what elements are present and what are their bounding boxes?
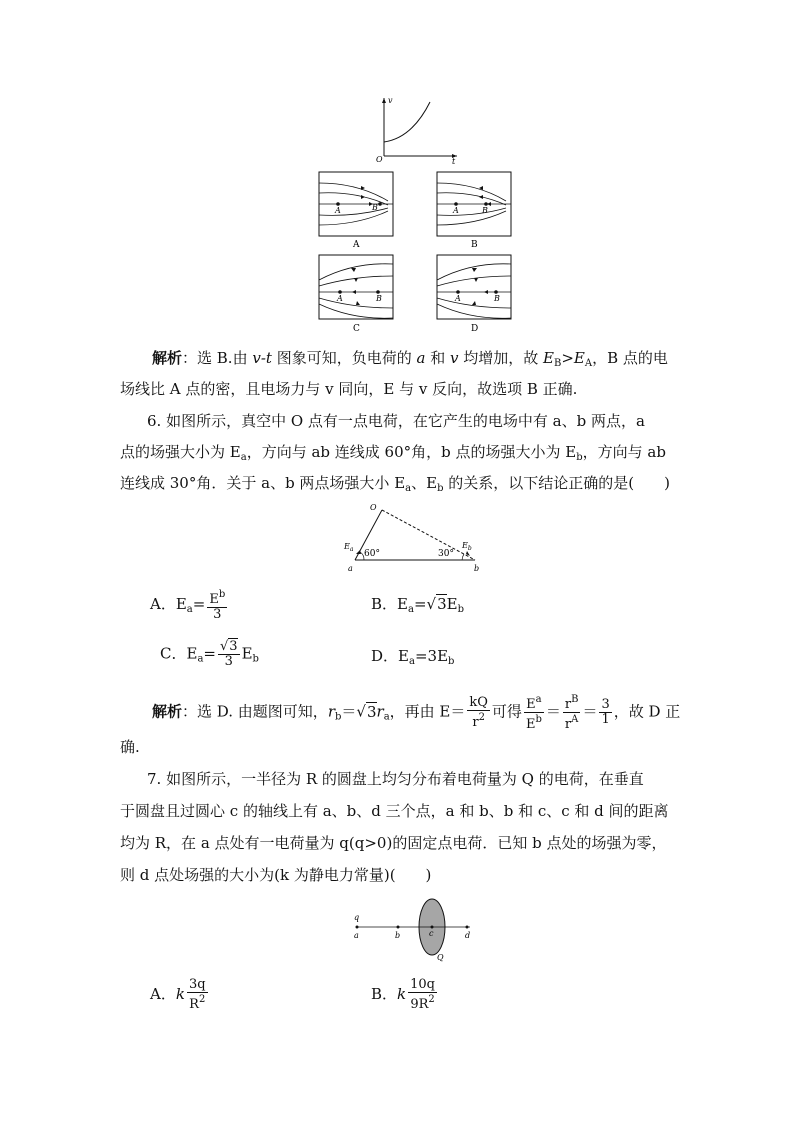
s6-f3-den-sup: A [571,714,579,725]
panel-c-point-a: A [337,294,343,303]
s6-f2-num-sup: a [535,694,542,705]
q6-line3 [120,474,670,498]
q7-line4: 则 d 点处场强的大小为(k 为静电力常量)( ) [120,866,432,884]
q6-opt-a-num: E [209,592,219,607]
s6-a: ：选 D. 由题图可知， [182,702,328,721]
field-panel-c [318,254,394,334]
q6-l2-c: ，方向与 ab [582,443,666,461]
q6-opt-b-sqrt: 3 [437,595,447,613]
q7-opt-a-label: A． [150,985,176,1003]
s5-vt: v-t [252,349,272,367]
field-panel-d [436,254,512,334]
s6-ra-sub: a [383,711,390,723]
s5-ea: >E [561,349,585,367]
q6-l3-c: 的关系，以下结论正确的是( ) [443,474,670,492]
q6-opt-a-den: 3 [213,607,222,622]
q6-l2-sub-b: b [576,452,583,463]
q7-line1: 7. 如图所示，一半径为 R 的圆盘上均匀分布着电荷量为 Q 的电荷，在垂直 [147,770,644,788]
s5-text-a: ：选 B.由 [182,349,253,367]
q7-fig-Q: Q [437,953,444,962]
s5-and: 和 [425,349,450,367]
s5-ea-sub: A [584,358,593,369]
q7-fig-q: q [354,913,360,922]
s6-frac3 [563,693,581,732]
q6-opt-a-frac [207,588,227,622]
q6-opt-d-eq: =3E [414,647,449,665]
q6-opt-d-rest-sub: b [448,656,455,667]
q7-opt-b-frac [408,978,437,1012]
s6-f3-num-sup: B [571,694,579,705]
q6-opt-b-sub: a [407,604,414,615]
s6-eq2: ＝ [545,702,561,721]
q7-fig-b: b [395,931,401,940]
q6-l3-sub-b: b [437,483,444,494]
q6-opt-b-eq: = [413,595,427,613]
field-panel-a [318,171,394,249]
q6-opt-c-label: C．E [160,644,198,663]
panel-d-label: D [471,324,479,334]
solution5-label: 解析 [152,349,183,367]
q7-opt-b-den: 9R [410,997,429,1012]
q7-option-b[interactable] [371,978,439,1012]
q6-opt-a-eq: = [192,595,206,613]
solution5-line2: 场线比 A 点的密，且电场力与 v 同向，E 与 v 反向，故选项 B 正确. [120,380,578,398]
s6-frac1 [467,696,490,730]
s6-f3-den: r [564,717,572,732]
panel-b-point-a: A [453,206,459,215]
q7-fig-c: c [429,929,434,938]
q6-l3-sub-a: a [405,483,412,494]
q6-option-b[interactable]: B．$E_a=√3E_b$ [371,595,464,615]
q6-opt-c-rest-sub: b [252,653,259,665]
q6-fig-o: O [370,503,377,512]
solution5-line1 [152,349,668,373]
s6-mid: ，再由 E＝ [389,702,466,721]
s6-frac4 [599,698,611,727]
q6-opt-a-label: A．E [150,595,187,613]
panel-b-point-b: B [482,206,488,215]
q6-option-c[interactable] [160,640,259,669]
q6-l2-b: ，方向与 ab 连线成 60°角，b 点的场强大小为 E [246,443,577,461]
q6-opt-d-label: D．E [371,647,409,665]
s6-f2-den-sup: b [535,714,542,725]
q7-line3: 均为 R，在 a 点处有一电荷量为 q(q>0)的固定点电荷．已知 b 点处的场强为零， [120,834,667,852]
q6-l2-a: 点的场强大小为 E [120,443,241,461]
q6-opt-a-num-sup: b [218,589,226,600]
panel-d-point-a: A [455,294,461,303]
q6-opt-c-num: 3 [229,639,238,654]
q7-opt-b-label: B． [371,985,398,1003]
s6-frac2 [524,693,544,732]
q7-opt-a-den: R [189,997,199,1012]
s6-f1-den: r [472,714,479,730]
q7-opt-b-k: k [397,985,407,1003]
vt-axis-v: v [388,96,393,105]
q6-fig-b: b [474,564,480,573]
panel-c-point-b: B [376,294,382,303]
s5-end: ，B 点的电 [592,349,668,367]
s6-sqrt3: 3 [366,702,377,721]
s5-eb: E [543,349,554,367]
solution6-line2: 确. [120,738,140,756]
s5-v: v [449,349,459,367]
s5-inc: 均增加，故 [458,349,543,367]
s6-f4-num: 3 [601,697,610,712]
s5-eb-sub: B [553,358,562,369]
q6-opt-c-eq: = [203,644,216,663]
s6-rb-sub: b [334,711,342,723]
q6-opt-b-rest-sub: b [457,604,464,615]
s6-end: ，故 D 正 [613,702,681,721]
s6-f1-num: kQ [469,694,488,710]
q6-opt-b-label: B．E [371,595,408,613]
q6-opt-c-rest: E [241,644,253,663]
vt-graph [372,94,462,164]
q6-fig-ea: $E_a$ [344,542,354,553]
q7-opt-a-den-sup: 2 [198,994,206,1005]
q6-opt-c-den: 3 [224,654,233,669]
q6-l2-sub-a: a [240,452,247,463]
s6-mid2: 可得 [491,702,522,721]
s6-f2-den: E [525,717,536,732]
panel-a-point-a: A [335,206,341,215]
q6-line2 [120,443,666,467]
solution6-line1: 解析：选 D. 由题图可知，$r_b=√3r_a$，再由 E＝ $\frac{kQ}{r^2}$ 可得 $\frac{E^a}{E^b}$ ＝ $\frac{r^B}{r^A}$ ＝ $\frac{3}{1}$ ，故 D 正 [152,694,681,732]
q7-opt-a-k: k [175,985,185,1003]
s6-eq3: ＝ [582,702,598,721]
panel-b-label: B [471,240,478,249]
q6-line1: 6. 如图所示，真空中 O 点有一点电荷，在它产生的电场中有 a、b 两点，a [147,412,645,430]
panel-a-label: A [353,240,360,249]
q7-disk-figure [348,893,478,963]
q6-l3-b: 、E [411,474,438,492]
q6-opt-a-sub: a [186,604,193,615]
vt-origin: O [376,155,383,164]
field-panel-b [436,171,512,249]
q6-opt-b-rest: E [446,595,458,613]
s6-ra: r [376,702,384,721]
q6-option-d[interactable] [371,647,454,671]
q6-opt-c-frac: $\frac{√3}{3}$ [219,639,238,669]
q7-fig-d: d [465,931,471,940]
q6-fig-a: a [348,564,353,573]
s5-a: a [416,349,426,367]
q6-opt-d-sub: a [408,656,415,667]
q6-fig-60: 60° [364,549,380,559]
q7-option-a[interactable] [150,978,210,1012]
q6-fig-30: 30° [438,549,454,559]
s6-f3-num: r [564,697,572,712]
q7-opt-a-num: 3q [188,977,206,992]
s5-text-b: 图象可知，负电荷的 [271,349,417,367]
q6-option-a[interactable] [150,588,229,622]
q6-opt-c-sub: a [197,653,204,665]
s6-f2-num: E [526,697,536,712]
q7-line2: 于圆盘且过圆心 c 的轴线上有 a、b、d 三个点，a 和 b、b 和 c、c 和 d 间的距离 [120,802,669,820]
s6-f1-den-sup: 2 [478,711,485,723]
q7-fig-a: a [354,931,359,940]
q6-fig-eb: $E_b$ [462,541,472,552]
solution6-label: 解析 [152,702,183,721]
panel-d-point-b: B [494,294,500,303]
vt-axis-t: t [452,157,456,164]
q6-l3-a: 连线成 30°角．关于 a、b 两点场强大小 E [120,474,406,492]
q7-opt-b-num: 10q [410,977,435,992]
q6-triangle-figure [340,500,490,575]
s6-f4-den: 1 [601,712,610,727]
s6-rb: r [327,702,335,721]
s6-eq1: ＝ [341,702,357,721]
panel-a-point-b: B [372,203,378,212]
q7-opt-b-den-sup: 2 [428,994,435,1005]
q7-opt-a-frac [187,978,208,1012]
panel-c-label: C [353,324,360,334]
